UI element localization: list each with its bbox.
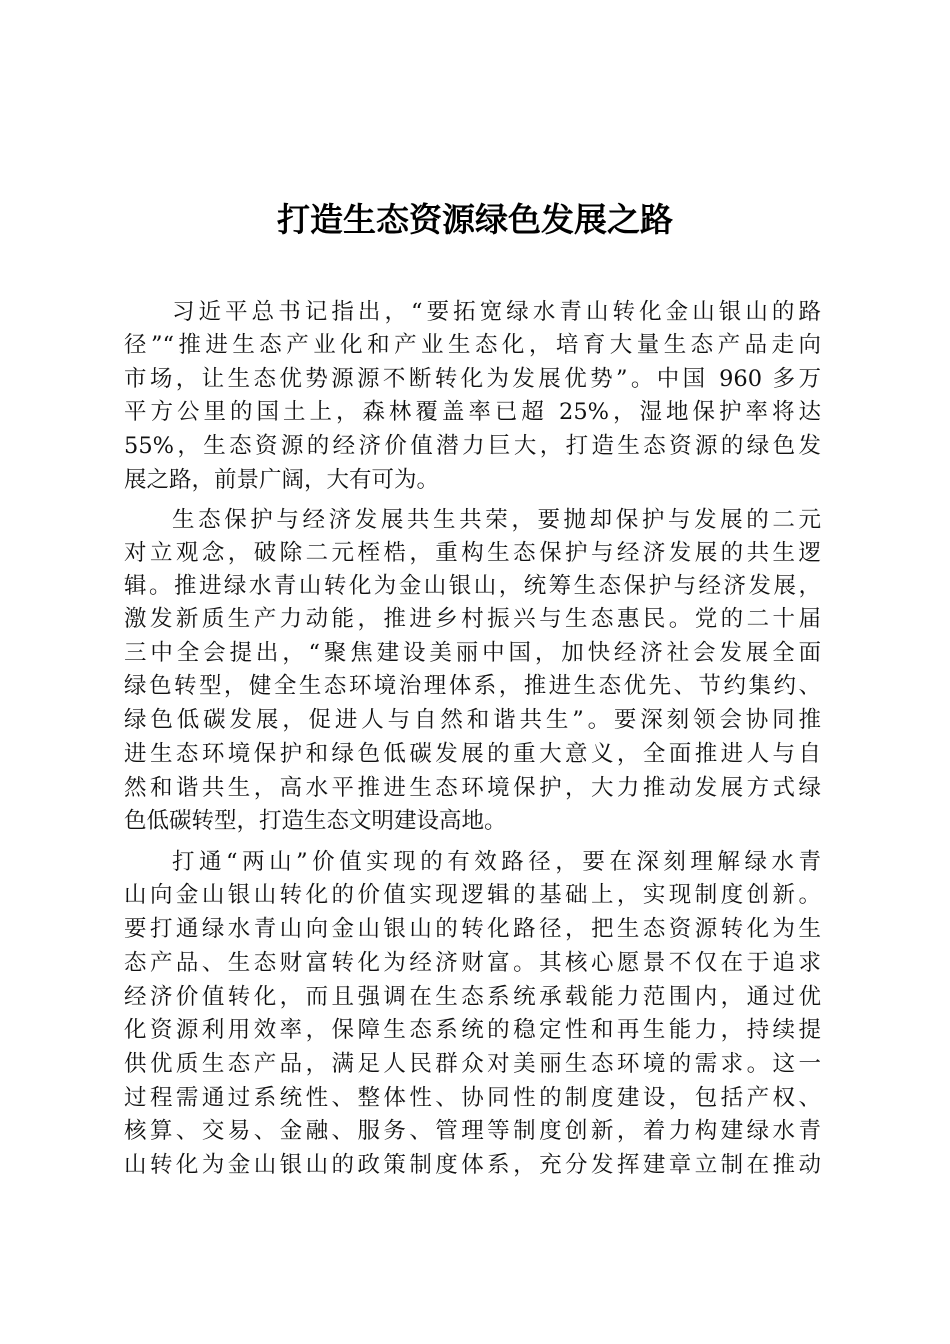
paragraph-3-line-1: 打通“两山”价值实现的有效路径，要在深刻理解绿水青 [172, 849, 821, 875]
paragraph-2-line-9: 然和谐共生，高水平推进生态环境保护，大力推动发展方式绿 [124, 775, 821, 801]
paragraph-3-line-9: 核算、交易、金融、服务、管理等制度创新，着力构建绿水青 [124, 1118, 821, 1144]
document-title: 打造生态资源绿色发展之路 [277, 200, 673, 239]
paragraph-2-line-4: 激发新质生产力动能，推进乡村振兴与生态惠民。党的二十届 [124, 606, 821, 632]
paragraph-1-line-1: 习近平总书记指出，“要拓宽绿水青山转化金山银山的路 [172, 299, 821, 325]
paragraph-2-line-7: 绿色低碳发展，促进人与自然和谐共生”。要深刻领会协同推 [124, 707, 821, 733]
paragraph-1-line-5: 55%，生态资源的经济价值潜力巨大，打造生态资源的绿色发 [124, 433, 821, 459]
paragraph-3-line-6: 化资源利用效率，保障生态系统的稳定性和再生能力，持续提 [124, 1017, 821, 1043]
paragraph-2-line-2: 对立观念，破除二元桎梏，重构生态保护与经济发展的共生逻 [124, 540, 821, 566]
paragraph-2-line-3: 辑。推进绿水青山转化为金山银山，统筹生态保护与经济发展， [124, 573, 821, 599]
paragraph-1-line-6: 展之路，前景广阔，大有可为。 [124, 467, 440, 493]
paragraph-3-line-10: 山转化为金山银山的政策制度体系，充分发挥建章立制在推动 [124, 1152, 821, 1178]
paragraph-2-line-1: 生态保护与经济发展共生共荣，要抛却保护与发展的二元 [172, 507, 821, 533]
paragraph-2-line-5: 三中全会提出，“聚焦建设美丽中国，加快经济社会发展全面 [124, 640, 821, 666]
paragraph-3-line-3: 要打通绿水青山向金山银山的转化路径，把生态资源转化为生 [124, 916, 821, 942]
paragraph-3-line-4: 态产品、生态财富转化为经济财富。其核心愿景不仅在于追求 [124, 950, 821, 976]
paragraph-3-line-2: 山向金山银山转化的价值实现逻辑的基础上，实现制度创新。 [124, 882, 821, 908]
paragraph-3-line-7: 供优质生态产品，满足人民群众对美丽生态环境的需求。这一 [124, 1051, 821, 1077]
paragraph-2-line-8: 进生态环境保护和绿色低碳发展的重大意义，全面推进人与自 [124, 741, 821, 767]
paragraph-2-line-6: 绿色转型，健全生态环境治理体系，推进生态优先、节约集约、 [124, 673, 821, 699]
paragraph-3-line-8: 过程需通过系统性、整体性、协同性的制度建设，包括产权、 [124, 1085, 821, 1111]
paragraph-1-line-2: 径”“推进生态产业化和产业生态化，培育大量生态产品走向 [124, 332, 821, 358]
paragraph-2-line-10: 色低碳转型，打造生态文明建设高地。 [124, 808, 507, 834]
paragraph-3-line-5: 经济价值转化，而且强调在生态系统承载能力范围内，通过优 [124, 984, 821, 1010]
paragraph-1-line-4: 平方公里的国土上，森林覆盖率已超 25%，湿地保护率将达 [124, 399, 821, 425]
paragraph-1-line-3: 市场，让生态优势源源不断转化为发展优势”。中国 960 多万 [124, 366, 821, 392]
